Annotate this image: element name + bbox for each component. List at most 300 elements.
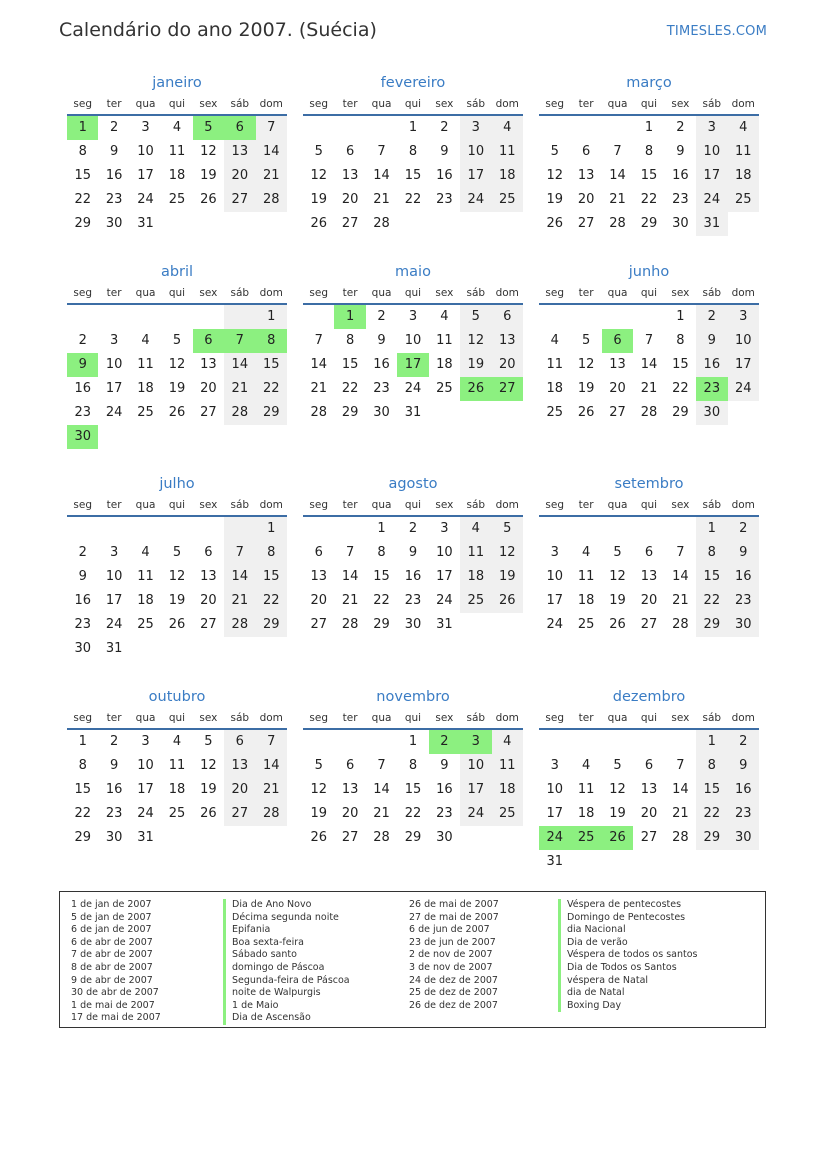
weekday-label: seg bbox=[545, 287, 565, 299]
day-cell: 9 bbox=[78, 569, 87, 584]
day-cell: 12 bbox=[609, 782, 626, 797]
day-cell: 8 bbox=[256, 329, 287, 353]
day-cell: 26 bbox=[492, 589, 523, 613]
day-cell: 23 bbox=[728, 589, 759, 613]
day-cell: 20 bbox=[492, 353, 523, 377]
day-cell: 26 bbox=[200, 192, 217, 207]
day-cell: 3 bbox=[550, 545, 559, 560]
legend-date: 26 de mai de 2007 bbox=[409, 899, 499, 910]
week-row bbox=[67, 565, 287, 589]
day-cell: 1 bbox=[676, 309, 685, 324]
weekday-label: ter bbox=[342, 712, 358, 724]
weekday-label: sáb bbox=[702, 98, 722, 110]
day-cell: 25 bbox=[728, 188, 759, 212]
day-cell: 17 bbox=[436, 569, 453, 584]
day-cell: 4 bbox=[581, 545, 591, 560]
weekday-label: qua bbox=[135, 499, 156, 511]
day-cell: 30 bbox=[696, 401, 727, 425]
weekday-header bbox=[539, 708, 759, 730]
day-cell: 1 bbox=[696, 517, 727, 541]
legend-names-right bbox=[558, 899, 697, 1012]
day-cell: 14 bbox=[224, 565, 255, 589]
legend-holiday-name: noite de Walpurgis bbox=[223, 987, 350, 1000]
day-cell: 17 bbox=[397, 353, 428, 377]
day-cell: 18 bbox=[137, 593, 154, 608]
weekday-label: sáb bbox=[702, 499, 722, 511]
day-cell: 7 bbox=[256, 116, 287, 140]
weekday-label: qui bbox=[404, 712, 422, 724]
day-cell: 3 bbox=[460, 730, 491, 754]
day-cell: 31 bbox=[436, 617, 453, 632]
weekday-label: ter bbox=[106, 98, 122, 110]
day-cell: 17 bbox=[460, 778, 491, 802]
day-cell: 13 bbox=[341, 168, 359, 183]
day-cell: 10 bbox=[728, 329, 759, 353]
day-cell: 18 bbox=[492, 164, 523, 188]
day-cell: 10 bbox=[404, 333, 422, 348]
day-cell: 12 bbox=[577, 357, 595, 372]
day-cell: 9 bbox=[109, 144, 119, 159]
weekday-label: qui bbox=[640, 499, 658, 511]
day-cell: 3 bbox=[550, 758, 559, 773]
weekday-label: dom bbox=[259, 499, 283, 511]
legend-date: 27 de mai de 2007 bbox=[409, 911, 499, 923]
week-row bbox=[67, 541, 287, 565]
legend-holiday-name: Segunda-feira de Páscoa bbox=[223, 975, 350, 988]
day-cell: 18 bbox=[137, 381, 154, 396]
day-cell: 4 bbox=[581, 758, 591, 773]
day-cell: 31 bbox=[105, 641, 123, 656]
day-cell: 13 bbox=[224, 140, 255, 164]
empty-day-cell bbox=[130, 637, 161, 661]
day-cell: 15 bbox=[74, 168, 91, 183]
day-cell: 14 bbox=[373, 782, 390, 797]
empty-day-cell bbox=[130, 305, 161, 329]
weekday-label: sex bbox=[199, 287, 218, 299]
legend-date: 8 de abr de 2007 bbox=[71, 961, 153, 973]
day-cell: 24 bbox=[105, 405, 123, 420]
weekday-label: dom bbox=[731, 499, 755, 511]
week-row bbox=[539, 826, 759, 850]
weekday-header bbox=[303, 495, 523, 517]
week-row bbox=[303, 541, 523, 565]
day-cell: 12 bbox=[492, 541, 523, 565]
empty-day-cell bbox=[570, 116, 601, 140]
legend-dates-left bbox=[71, 899, 161, 1025]
day-cell: 26 bbox=[602, 826, 633, 850]
day-cell: 28 bbox=[609, 216, 626, 231]
day-cell: 26 bbox=[168, 405, 186, 420]
day-cell: 26 bbox=[310, 216, 327, 231]
day-cell: 16 bbox=[728, 778, 759, 802]
weekday-label: ter bbox=[578, 98, 594, 110]
day-cell: 14 bbox=[640, 357, 658, 372]
legend-holiday-name: dia Nacional bbox=[558, 924, 697, 937]
day-cell: 16 bbox=[436, 168, 453, 183]
empty-day-cell bbox=[161, 212, 192, 236]
day-cell: 31 bbox=[546, 854, 563, 869]
day-cell: 17 bbox=[546, 806, 563, 821]
day-cell: 13 bbox=[200, 569, 217, 584]
weekday-label: qui bbox=[168, 98, 186, 110]
day-cell: 22 bbox=[74, 806, 91, 821]
empty-day-cell bbox=[366, 116, 397, 140]
day-cell: 17 bbox=[137, 168, 154, 183]
day-cell: 19 bbox=[200, 168, 217, 183]
legend-holiday-name: Sábado santo bbox=[223, 949, 350, 962]
weekday-label: qui bbox=[168, 499, 186, 511]
day-cell: 15 bbox=[373, 569, 390, 584]
day-cell: 6 bbox=[224, 116, 255, 140]
empty-day-cell bbox=[303, 517, 334, 541]
empty-day-cell bbox=[633, 517, 664, 541]
day-cell: 27 bbox=[200, 405, 217, 420]
week-row bbox=[67, 589, 287, 613]
day-cell: 26 bbox=[460, 377, 491, 401]
weekday-header bbox=[539, 495, 759, 517]
day-cell: 9 bbox=[440, 758, 449, 773]
day-cell: 26 bbox=[609, 617, 626, 632]
day-cell: 24 bbox=[137, 192, 154, 207]
day-cell: 18 bbox=[168, 168, 186, 183]
day-cell: 29 bbox=[341, 405, 359, 420]
day-cell: 23 bbox=[404, 593, 422, 608]
week-row bbox=[67, 116, 287, 140]
week-row bbox=[303, 140, 523, 164]
day-cell: 3 bbox=[109, 545, 119, 560]
empty-day-cell bbox=[193, 212, 224, 236]
day-cell: 2 bbox=[728, 730, 759, 754]
weekday-header bbox=[67, 708, 287, 730]
weekday-header bbox=[303, 708, 523, 730]
weekday-label: dom bbox=[495, 98, 519, 110]
weekday-label: sex bbox=[435, 98, 454, 110]
day-cell: 19 bbox=[168, 593, 186, 608]
empty-day-cell bbox=[303, 116, 334, 140]
day-cell: 11 bbox=[492, 754, 523, 778]
day-cell: 12 bbox=[200, 144, 217, 159]
day-cell: 19 bbox=[200, 782, 217, 797]
day-cell: 1 bbox=[334, 305, 365, 329]
empty-day-cell bbox=[602, 305, 633, 329]
empty-day-cell bbox=[460, 826, 491, 850]
day-cell: 31 bbox=[137, 830, 154, 845]
weekday-header bbox=[67, 94, 287, 116]
month-dezembro bbox=[539, 686, 759, 874]
legend-holiday-name: 1 de Maio bbox=[223, 1000, 350, 1013]
month-março bbox=[539, 72, 759, 236]
week-row bbox=[67, 212, 287, 236]
day-cell: 27 bbox=[577, 216, 595, 231]
weekday-label: qua bbox=[135, 98, 156, 110]
day-cell: 5 bbox=[581, 333, 591, 348]
day-cell: 24 bbox=[137, 806, 154, 821]
week-row bbox=[67, 164, 287, 188]
day-cell: 12 bbox=[168, 569, 186, 584]
day-cell: 2 bbox=[429, 730, 460, 754]
day-cell: 29 bbox=[404, 830, 422, 845]
day-cell: 30 bbox=[105, 216, 123, 231]
day-cell: 20 bbox=[200, 593, 217, 608]
day-cell: 4 bbox=[172, 120, 182, 135]
day-cell: 8 bbox=[676, 333, 685, 348]
day-cell: 20 bbox=[640, 806, 658, 821]
day-cell: 12 bbox=[200, 758, 217, 773]
day-cell: 24 bbox=[460, 802, 491, 826]
day-cell: 1 bbox=[67, 116, 98, 140]
week-row bbox=[303, 754, 523, 778]
weekday-label: qui bbox=[640, 287, 658, 299]
day-cell: 27 bbox=[640, 830, 658, 845]
day-cell: 13 bbox=[577, 168, 595, 183]
empty-day-cell bbox=[539, 517, 570, 541]
day-cell: 6 bbox=[345, 144, 355, 159]
day-cell: 23 bbox=[74, 405, 91, 420]
week-row bbox=[539, 754, 759, 778]
day-cell: 23 bbox=[373, 381, 390, 396]
day-cell: 20 bbox=[341, 192, 359, 207]
empty-day-cell bbox=[224, 305, 255, 329]
legend-date: 24 de dez de 2007 bbox=[409, 974, 498, 986]
week-row bbox=[67, 425, 287, 449]
day-cell: 5 bbox=[613, 545, 622, 560]
day-cell: 9 bbox=[696, 329, 727, 353]
day-cell: 14 bbox=[672, 569, 689, 584]
weekday-label: qui bbox=[168, 287, 186, 299]
day-cell: 4 bbox=[172, 734, 182, 749]
weekday-label: sáb bbox=[230, 712, 250, 724]
day-cell: 18 bbox=[577, 593, 595, 608]
weekday-label: qua bbox=[371, 287, 392, 299]
day-cell: 29 bbox=[672, 405, 689, 420]
day-cell: 25 bbox=[460, 589, 491, 613]
day-cell: 25 bbox=[168, 192, 186, 207]
weekday-label: sáb bbox=[466, 499, 486, 511]
day-cell: 24 bbox=[105, 617, 123, 632]
empty-day-cell bbox=[256, 425, 287, 449]
day-cell: 29 bbox=[74, 830, 91, 845]
legend-date: 6 de jan de 2007 bbox=[71, 924, 152, 936]
legend-holiday-name: Dia de Todos os Santos bbox=[558, 962, 697, 975]
day-cell: 30 bbox=[404, 617, 422, 632]
day-cell: 2 bbox=[78, 545, 87, 560]
day-cell: 25 bbox=[492, 188, 523, 212]
brand-link[interactable]: TIMESLES.COM bbox=[666, 24, 767, 39]
weekday-label: ter bbox=[578, 499, 594, 511]
weekday-label: dom bbox=[495, 712, 519, 724]
week-row bbox=[67, 613, 287, 637]
day-cell: 4 bbox=[492, 730, 523, 754]
weekday-label: dom bbox=[731, 287, 755, 299]
weekday-header bbox=[303, 94, 523, 116]
weekday-label: seg bbox=[73, 712, 93, 724]
day-cell: 21 bbox=[310, 381, 327, 396]
week-row bbox=[539, 850, 759, 874]
weekday-label: ter bbox=[578, 287, 594, 299]
day-cell: 2 bbox=[728, 517, 759, 541]
month-title: dezembro bbox=[612, 689, 686, 705]
day-cell: 22 bbox=[341, 381, 359, 396]
day-cell: 2 bbox=[109, 734, 119, 749]
empty-day-cell bbox=[193, 425, 224, 449]
month-novembro bbox=[303, 686, 523, 850]
month-junho bbox=[539, 261, 759, 425]
day-cell: 17 bbox=[105, 593, 123, 608]
day-cell: 8 bbox=[644, 144, 654, 159]
day-cell: 13 bbox=[200, 357, 217, 372]
day-cell: 16 bbox=[105, 168, 123, 183]
day-cell: 6 bbox=[314, 545, 323, 560]
day-cell: 11 bbox=[168, 144, 186, 159]
day-cell: 29 bbox=[256, 613, 287, 637]
empty-day-cell bbox=[256, 212, 287, 236]
day-cell: 30 bbox=[67, 425, 98, 449]
day-cell: 22 bbox=[696, 589, 727, 613]
day-cell: 9 bbox=[408, 545, 418, 560]
day-cell: 28 bbox=[224, 401, 255, 425]
day-cell: 13 bbox=[492, 329, 523, 353]
day-cell: 11 bbox=[460, 541, 491, 565]
day-cell: 17 bbox=[546, 593, 563, 608]
day-cell: 20 bbox=[341, 806, 359, 821]
week-row bbox=[539, 305, 759, 329]
day-cell: 8 bbox=[256, 541, 287, 565]
day-cell: 10 bbox=[105, 569, 123, 584]
day-cell: 16 bbox=[74, 593, 91, 608]
day-cell: 27 bbox=[224, 802, 255, 826]
day-cell: 19 bbox=[492, 565, 523, 589]
day-cell: 25 bbox=[137, 405, 154, 420]
empty-day-cell bbox=[334, 517, 365, 541]
day-cell: 11 bbox=[137, 357, 154, 372]
day-cell: 6 bbox=[204, 545, 213, 560]
day-cell: 8 bbox=[696, 541, 727, 565]
weekday-label: qua bbox=[135, 287, 156, 299]
day-cell: 2 bbox=[696, 305, 727, 329]
week-row bbox=[539, 212, 759, 236]
day-cell: 21 bbox=[609, 192, 626, 207]
day-cell: 1 bbox=[78, 734, 87, 749]
empty-day-cell bbox=[570, 730, 601, 754]
day-cell: 11 bbox=[546, 357, 563, 372]
day-cell: 20 bbox=[224, 778, 255, 802]
day-cell: 30 bbox=[728, 613, 759, 637]
week-row bbox=[67, 637, 287, 661]
day-cell: 30 bbox=[74, 641, 91, 656]
week-row bbox=[67, 778, 287, 802]
day-cell: 27 bbox=[492, 377, 523, 401]
day-cell: 31 bbox=[404, 405, 422, 420]
day-cell: 3 bbox=[696, 116, 727, 140]
weekday-label: qui bbox=[168, 712, 186, 724]
day-cell: 18 bbox=[492, 778, 523, 802]
day-cell: 5 bbox=[613, 758, 622, 773]
empty-day-cell bbox=[98, 305, 129, 329]
day-cell: 27 bbox=[640, 617, 658, 632]
day-cell: 10 bbox=[105, 357, 123, 372]
day-cell: 22 bbox=[74, 192, 91, 207]
day-cell: 3 bbox=[141, 120, 150, 135]
day-cell: 24 bbox=[436, 593, 453, 608]
day-cell: 21 bbox=[672, 806, 689, 821]
day-cell: 19 bbox=[609, 593, 626, 608]
week-row bbox=[303, 353, 523, 377]
day-cell: 24 bbox=[404, 381, 422, 396]
day-cell: 20 bbox=[640, 593, 658, 608]
day-cell: 8 bbox=[78, 758, 87, 773]
day-cell: 23 bbox=[74, 617, 91, 632]
empty-day-cell bbox=[67, 305, 98, 329]
day-cell: 8 bbox=[377, 545, 386, 560]
weekday-label: seg bbox=[309, 287, 329, 299]
empty-day-cell bbox=[492, 826, 523, 850]
day-cell: 15 bbox=[672, 357, 689, 372]
day-cell: 18 bbox=[460, 565, 491, 589]
day-cell: 7 bbox=[644, 333, 654, 348]
day-cell: 13 bbox=[341, 782, 359, 797]
empty-day-cell bbox=[193, 826, 224, 850]
day-cell: 14 bbox=[609, 168, 626, 183]
day-cell: 7 bbox=[377, 144, 386, 159]
legend-holiday-name: Véspera de todos os santos bbox=[558, 949, 697, 962]
empty-day-cell bbox=[161, 305, 192, 329]
weekday-label: seg bbox=[545, 499, 565, 511]
day-cell: 10 bbox=[546, 569, 563, 584]
month-title: abril bbox=[160, 264, 194, 280]
empty-day-cell bbox=[539, 305, 570, 329]
day-cell: 25 bbox=[492, 802, 523, 826]
month-outubro bbox=[67, 686, 287, 850]
weekday-label: qua bbox=[607, 98, 628, 110]
weekday-label: dom bbox=[495, 287, 519, 299]
weekday-label: sáb bbox=[230, 98, 250, 110]
day-cell: 25 bbox=[570, 826, 601, 850]
day-cell: 21 bbox=[224, 377, 255, 401]
legend-holiday-name: Epifania bbox=[223, 924, 350, 937]
week-row bbox=[303, 305, 523, 329]
week-row bbox=[539, 517, 759, 541]
empty-day-cell bbox=[161, 637, 192, 661]
legend-date: 26 de dez de 2007 bbox=[409, 999, 498, 1011]
empty-day-cell bbox=[161, 425, 192, 449]
week-row bbox=[67, 377, 287, 401]
day-cell: 25 bbox=[436, 381, 453, 396]
empty-day-cell bbox=[98, 425, 129, 449]
empty-day-cell bbox=[67, 517, 98, 541]
legend-holiday-name: domingo de Páscoa bbox=[223, 962, 350, 975]
week-row bbox=[539, 401, 759, 425]
weekday-label: ter bbox=[106, 712, 122, 724]
empty-day-cell bbox=[460, 212, 491, 236]
day-cell: 1 bbox=[644, 120, 654, 135]
day-cell: 21 bbox=[373, 192, 390, 207]
day-cell: 11 bbox=[577, 782, 595, 797]
empty-day-cell bbox=[130, 517, 161, 541]
day-cell: 1 bbox=[696, 730, 727, 754]
day-cell: 28 bbox=[373, 830, 390, 845]
day-cell: 26 bbox=[577, 405, 595, 420]
empty-day-cell bbox=[492, 613, 523, 637]
day-cell: 31 bbox=[696, 212, 727, 236]
empty-day-cell bbox=[224, 826, 255, 850]
legend-holiday-name: véspera de Natal bbox=[558, 975, 697, 988]
day-cell: 3 bbox=[408, 309, 418, 324]
week-row bbox=[67, 140, 287, 164]
month-title: outubro bbox=[148, 689, 206, 705]
weekday-label: dom bbox=[495, 499, 519, 511]
month-agosto bbox=[303, 473, 523, 637]
day-cell: 11 bbox=[728, 140, 759, 164]
